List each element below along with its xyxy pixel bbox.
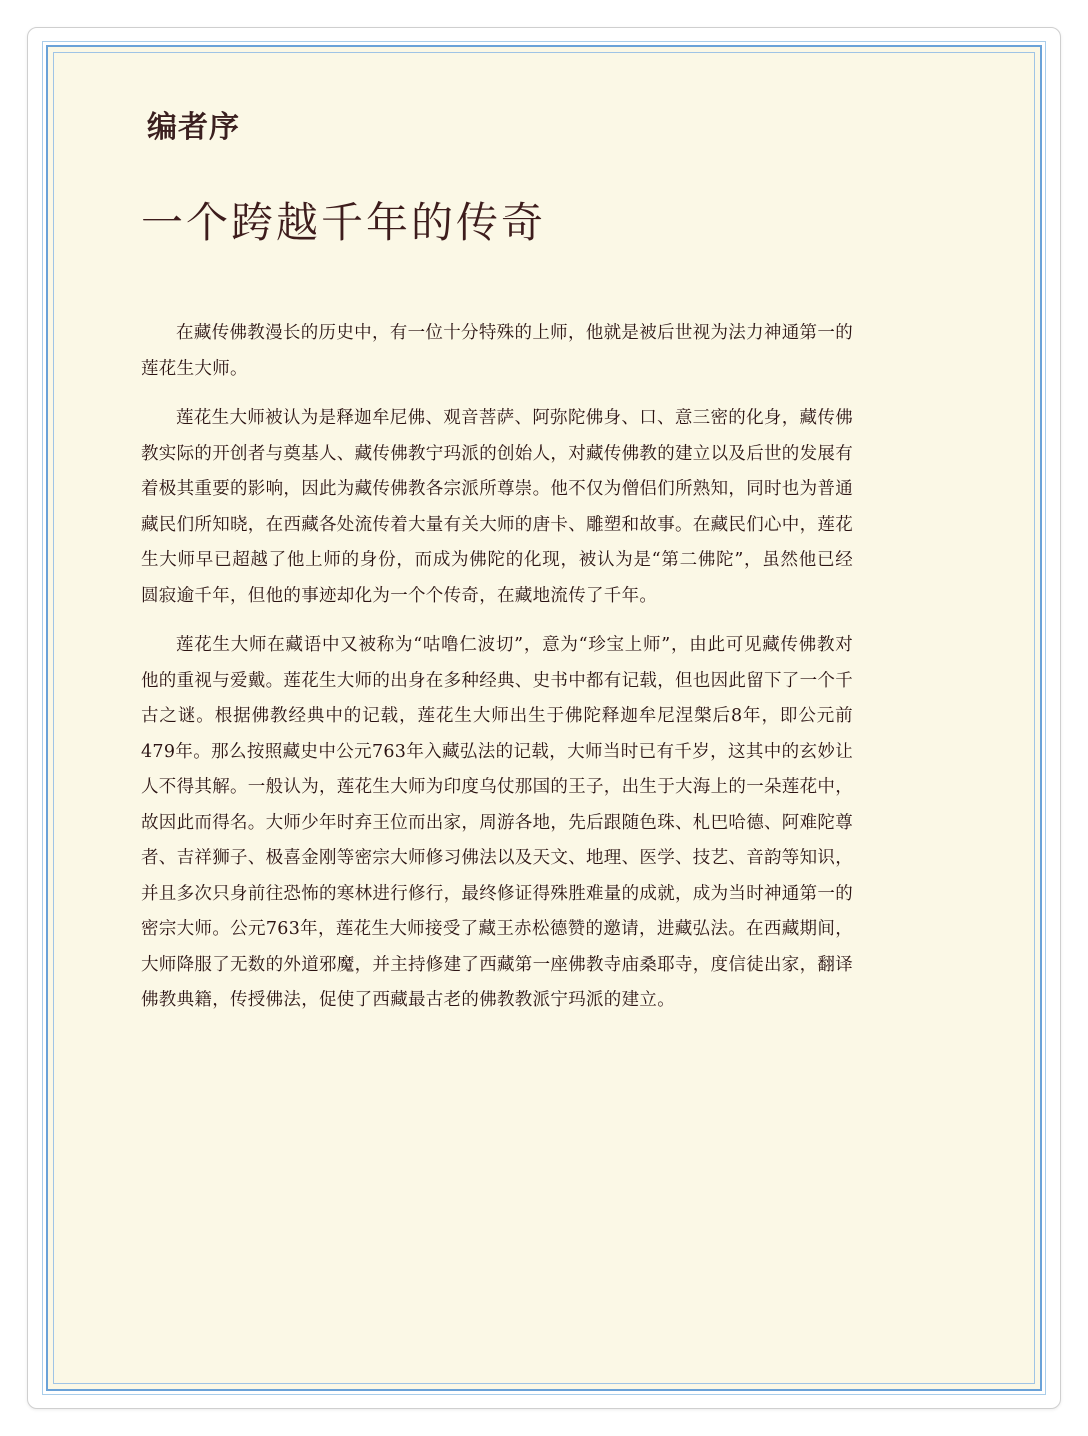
page-title: 一个跨越千年的传奇	[141, 198, 547, 247]
paragraph-3: 莲花生大师在藏语中又被称为“咕噜仁波切”，意为“珍宝上师”，由此可见藏传佛教对他的重视与爱戴。莲花生大师的出身在多种经典、史书中都有记载，但也因此留下了一个千古之谜。根据佛教经典中的记载，莲花生大师出生于佛陀释迦牟尼涅槃后8年，即公元前479年。那么按照藏史中公元763年入藏弘法的记载，大师当时已有千岁，这其中的玄妙让人不得其解。一般认为，莲花生大师为印度乌仗那国的王子，出生于大海上的一朵莲花中，故因此而得名。大师少年时弃王位而出家，周游各地，先后跟随色珠、札巴哈德、阿难陀尊者、吉祥狮子、极喜金刚等密宗大师修习佛法以及天文、地理、医学、技艺、音韵等知识，并且多次只身前往恐怖的寒林进行修行，最终修证得殊胜难量的成就，成为当时神通第一的密宗大师。公元763年，莲花生大师接受了藏王赤松德赞的邀请，进藏弘法。在西藏期间，大师降服了无数的外道邪魔，并主持修建了西藏第一座佛教寺庙桑耶寺，度信徒出家，翻译佛教典籍，传授佛法，促使了西藏最古老的佛教教派宁玛派的建立。	[141, 635, 853, 1010]
body-text	[141, 316, 853, 1033]
section-label: 编者序	[147, 110, 240, 145]
paragraph-1: 在藏传佛教漫长的历史中，有一位十分特殊的上师，他就是被后世视为法力神通第一的莲花生大师。	[141, 323, 853, 379]
paragraph-2: 莲花生大师被认为是释迦牟尼佛、观音菩萨、阿弥陀佛身、口、意三密的化身，藏传佛教实际的开创者与奠基人、藏传佛教宁玛派的创始人，对藏传佛教的建立以及后世的发展有着极其重要的影响，因此为藏传佛教各宗派所尊崇。他不仅为僧侣们所熟知，同时也为普通藏民们所知晓，在西藏各处流传着大量有关大师的唐卡、雕塑和故事。在藏民们心中，莲花生大师早已超越了他上师的身份，而成为佛陀的化现，被认为是“第二佛陀”，虽然他已经圆寂逾千年，但他的事迹却化为一个个传奇，在藏地流传了千年。	[141, 408, 853, 606]
